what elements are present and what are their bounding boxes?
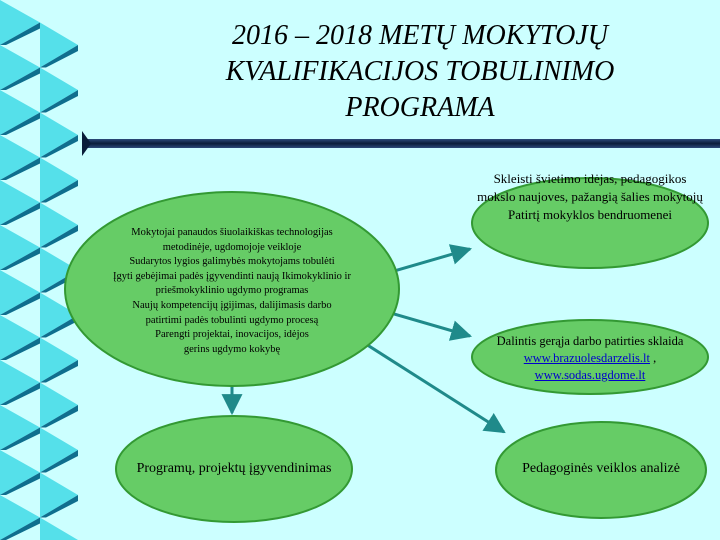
main-line-7: patirtimi padės tobulinti ugdymo procesą (145, 314, 319, 326)
main-line-3: Sudarytos lygios galimybės mokytojams tobulėti (129, 256, 335, 268)
analysis-label: Pedagoginės veiklos analizė (522, 461, 680, 476)
title-line-3: PROGRAMA (345, 92, 495, 123)
main-line-4: Įgyti gebėjimai padės įgyvendinti naują Ikimokyklinio ir (113, 270, 351, 282)
title-line-1: 2016 – 2018 METŲ MOKYTOJŲ (232, 20, 608, 51)
main-line-6: Naujų kompetencijų įgijimas, dalijimasis darbo (132, 299, 332, 311)
spread-line-2: mokslo naujoves, pažangią šalies mokytojų (477, 189, 703, 204)
programs-ellipse (114, 414, 354, 524)
main-outcomes-ellipse (62, 189, 402, 389)
main-line-1: Mokytojai panaudos šiuolaikiškas technologijas (131, 227, 333, 238)
brazuole-link[interactable]: www.brazuolesdarzelis.lt (523, 351, 650, 365)
main-line-9: gerins ugdymo kokybę (183, 343, 281, 355)
programs-label: Programų, projektų įgyvendinimas (136, 461, 332, 476)
main-line-8: Parengti projektai, inovacijos, idėjos (155, 329, 309, 341)
spread-line-1: Skleisti švietimo idėjas, pedagogikos (493, 171, 687, 186)
main-line-5: priešmokyklinio ugdymo programas (155, 285, 309, 297)
title-line-2: KVALIFIKACIJOS TOBULINIMO (225, 56, 615, 87)
main-line-2: metodinėje, ugdomojoje veikloje (162, 241, 302, 253)
link-separator: , (653, 351, 657, 365)
sodas-link[interactable]: www.sodas.ugdome.lt (534, 368, 646, 382)
share-experience-ellipse (470, 318, 710, 396)
share-line-1: Dalintis gerąja darbo patirties sklaida (496, 334, 684, 348)
spread-line-3: Patirtį mokyklos bendruomenei (508, 207, 672, 222)
spread-ideas-ellipse (470, 171, 710, 270)
analysis-ellipse (494, 420, 708, 520)
